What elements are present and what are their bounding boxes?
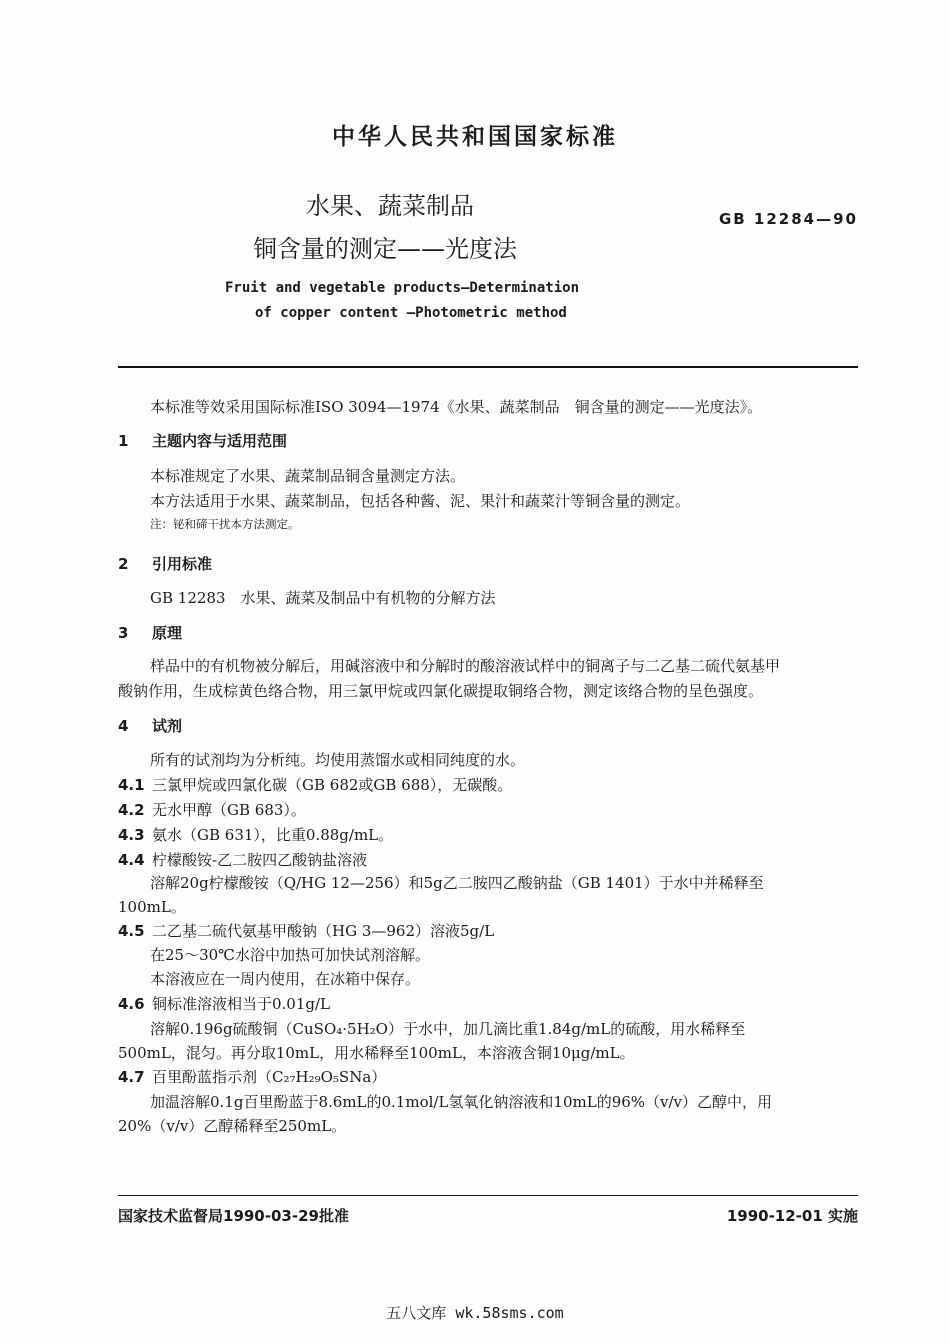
item-4-3	[118, 824, 393, 845]
item-number: 4.2	[118, 801, 145, 819]
section-1-note: 注：铋和碲干扰本方法测定。	[150, 517, 300, 531]
item-4-1	[118, 774, 512, 795]
section-title: 主题内容与适用范围	[152, 432, 288, 450]
effective-date: 1990-12-01 实施	[726, 1207, 858, 1225]
approval-date: 国家技术监督局1990-03-29批准	[118, 1207, 349, 1225]
item-text: 柠檬酸铵-乙二胺四乙酸钠盐溶液	[152, 851, 368, 869]
item-text: 百里酚蓝指示剂（C₂₇H₂₉O₅SNa）	[152, 1068, 387, 1086]
section-4-paragraph-1: 所有的试剂均为分析纯。均使用蒸馏水或相同纯度的水。	[150, 751, 526, 769]
section-2-paragraph-1: GB 12283 水果、蔬菜及制品中有机物的分解方法	[150, 589, 496, 607]
item-4-4	[118, 849, 367, 870]
item-4-5-paragraph-1: 在25～30℃水浴中加热可加快试剂溶解。	[150, 946, 430, 964]
document-title-line-2: 铜含量的测定——光度法	[253, 235, 517, 263]
item-4-7	[118, 1066, 386, 1087]
header-divider	[118, 366, 858, 368]
section-title: 原理	[152, 624, 183, 642]
footer-divider	[118, 1195, 858, 1196]
document-title-line-1: 水果、蔬菜制品	[306, 192, 474, 220]
item-text: 铜标准溶液相当于0.01g/L	[152, 995, 331, 1013]
section-3-heading	[118, 622, 182, 643]
site-watermark: 五八文库 wk.58sms.com	[386, 1304, 564, 1322]
item-number: 4.7	[118, 1068, 145, 1086]
standard-code: GB 12284—90	[718, 210, 858, 228]
section-1-paragraph-2: 本方法适用于水果、蔬菜制品，包括各种酱、泥、果汁和蔬菜汁等铜含量的测定。	[150, 492, 691, 510]
section-4-heading	[118, 715, 182, 736]
item-number: 4.6	[118, 995, 145, 1013]
item-4-6-paragraph-2: 500mL，混匀。再分取10mL，用水稀释至100mL，本溶液含铜10μg/mL。	[118, 1044, 635, 1062]
item-number: 4.3	[118, 826, 145, 844]
item-4-5	[118, 920, 494, 941]
item-4-2	[118, 799, 306, 820]
section-number: 3	[118, 624, 129, 642]
item-text: 无水甲醇（GB 683）。	[152, 801, 306, 819]
english-title-line-1: Fruit and vegetable products—Determination	[225, 280, 580, 296]
section-number: 1	[118, 432, 129, 450]
item-4-6-paragraph-1: 溶解0.196g硫酸铜（CuSO₄·5H₂O）于水中，加几滴比重1.84g/mL的硫酸，用水稀释至	[150, 1020, 746, 1038]
item-number: 4.1	[118, 776, 145, 794]
item-4-6	[118, 993, 330, 1014]
item-text: 三氯甲烷或四氯化碳（GB 682或GB 688），无碳酸。	[152, 776, 513, 794]
item-4-5-paragraph-2: 本溶液应在一周内使用，在冰箱中保存。	[150, 970, 421, 988]
section-number: 2	[118, 555, 129, 573]
item-4-7-paragraph-2: 20%（v/v）乙醇稀释至250mL。	[118, 1117, 347, 1135]
item-4-4-paragraph-2: 100mL。	[118, 898, 186, 916]
item-4-4-paragraph-1: 溶解20g柠檬酸铵（Q/HG 12—256）和5g乙二胺四乙酸钠盐（GB 1401）于水中并稀释至	[150, 874, 764, 892]
section-title: 试剂	[152, 717, 183, 735]
section-3-paragraph-1: 样品中的有机物被分解后，用碱溶液中和分解时的酸溶液试样中的铜离子与二乙基二硫代氨基甲	[150, 657, 781, 675]
section-1-heading	[118, 430, 287, 451]
intro-paragraph: 本标准等效采用国际标准ISO 3094—1974《水果、蔬菜制品 铜含量的测定——光度法》。	[150, 398, 763, 416]
item-text: 氨水（GB 631），比重0.88g/mL。	[152, 826, 394, 844]
item-text: 二乙基二硫代氨基甲酸钠（HG 3—962）溶液5g/L	[152, 922, 495, 940]
national-standard-title: 中华人民共和国国家标准	[332, 124, 618, 150]
section-1-paragraph-1: 本标准规定了水果、蔬菜制品铜含量测定方法。	[150, 467, 466, 485]
english-title-line-2: of copper content —Photometric method	[255, 305, 567, 321]
item-4-7-paragraph-1: 加温溶解0.1g百里酚蓝于8.6mL的0.1mol/L氢氧化钠溶液和10mL的96%（v/v）乙醇中，用	[150, 1093, 773, 1111]
item-number: 4.4	[118, 851, 145, 869]
section-2-heading	[118, 553, 212, 574]
section-number: 4	[118, 717, 129, 735]
section-3-paragraph-2: 酸钠作用，生成棕黄色络合物，用三氯甲烷或四氯化碳提取铜络合物，测定该络合物的呈色强度。	[118, 682, 764, 700]
item-number: 4.5	[118, 922, 145, 940]
section-title: 引用标准	[152, 555, 213, 573]
